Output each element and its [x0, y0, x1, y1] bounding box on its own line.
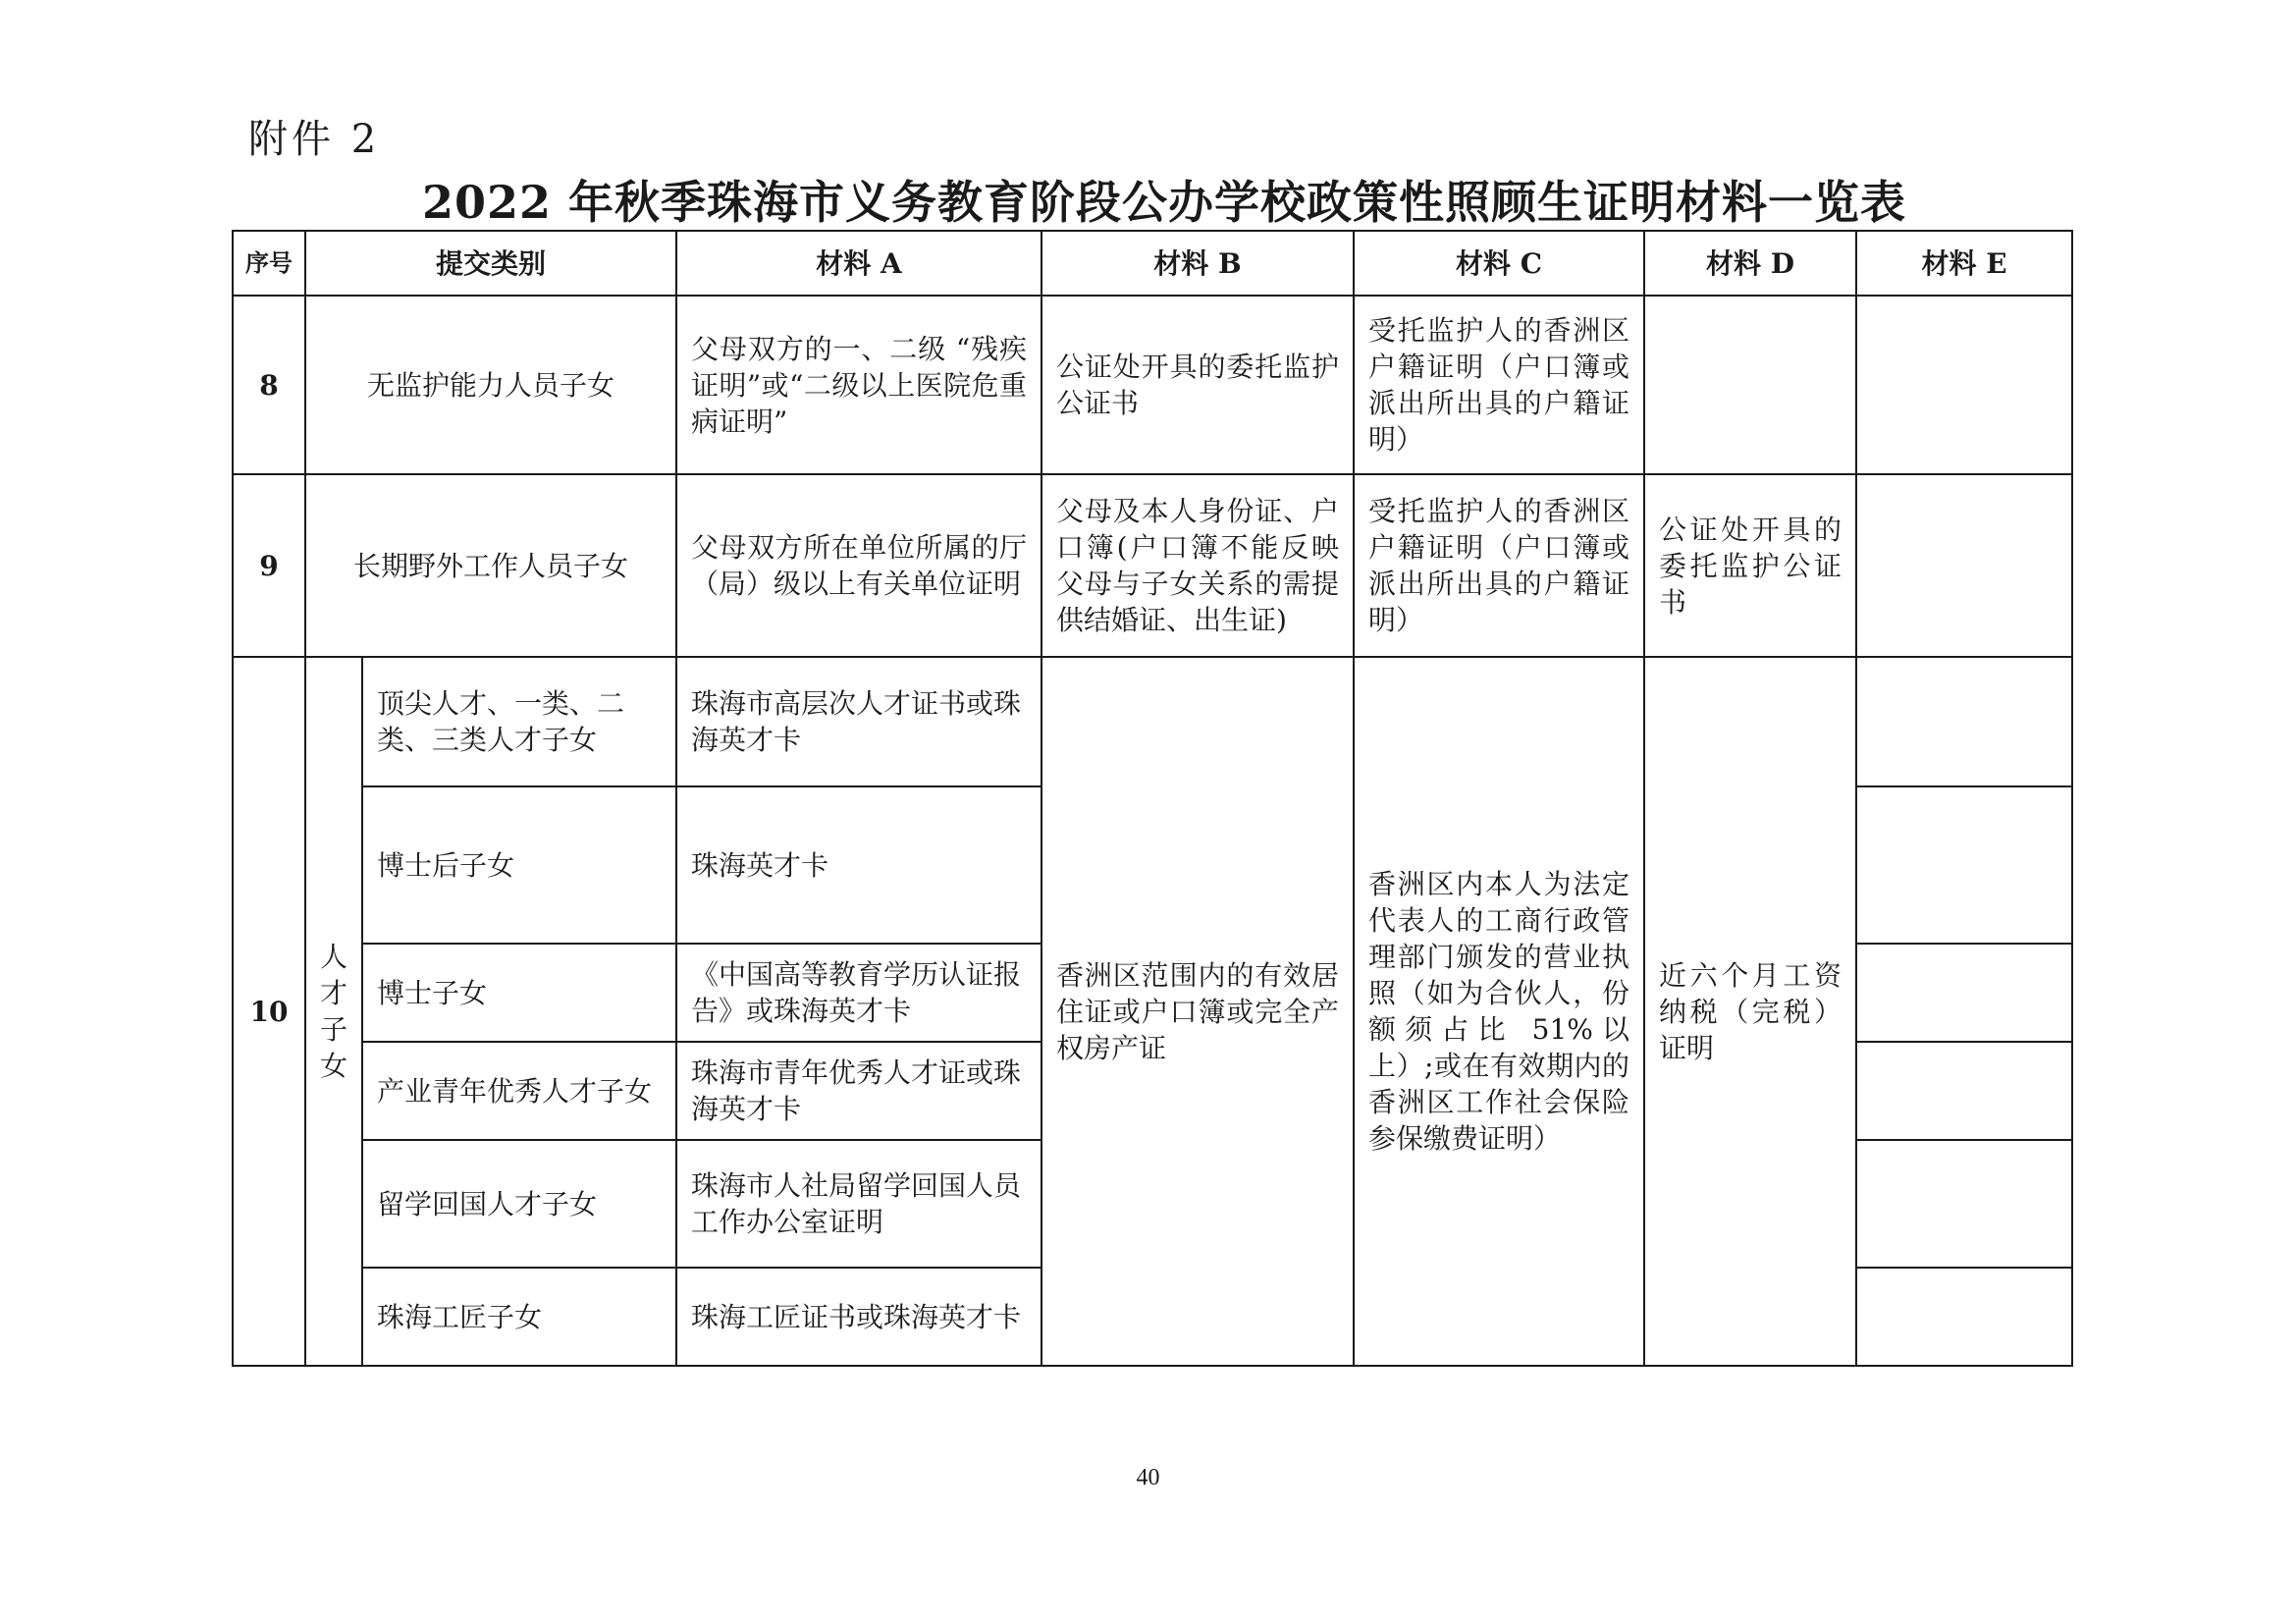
row9-material-b-text: 父母及本人身份证、户口簿(户口簿不能反映父母与子女关系的需提供结婚证、出生证): [1056, 495, 1340, 636]
row8-material-d: [1644, 296, 1856, 474]
row10-material-c-text: 香洲区内本人为法定代表人的工商行政管理部门颁发的营业执照（如为合伙人，份额须占比 51%以上）;或在有效期内的香洲区工作社会保险参保缴费证明）: [1368, 868, 1630, 1155]
row9-material-a-text: 父母双方所在单位所属的厅（局）级以上有关单位证明: [691, 531, 1028, 600]
col-header-material-d: 材料 D: [1644, 231, 1856, 296]
row10-sub-material-a: [676, 1042, 1041, 1140]
row9-seq: 9: [233, 474, 305, 657]
row8-material-e: [1856, 296, 2072, 474]
row10-sub2-material-e: [1856, 786, 2072, 944]
row9-material-b: [1041, 474, 1354, 657]
row9-material-d: [1644, 474, 1856, 657]
col-header-material-c: 材料 C: [1354, 231, 1644, 296]
row10-sub4-category-text: 产业青年优秀人才子女: [377, 1074, 653, 1108]
row10-sub-category: [362, 786, 676, 944]
table-row: [233, 474, 2072, 657]
group-label-char: 才: [319, 977, 347, 1009]
row8-seq: 8: [233, 296, 305, 474]
row10-sub5-category-text: 留学回国人才子女: [377, 1187, 598, 1220]
col-header-seq: 序号: [233, 231, 305, 296]
row9-category: 长期野外工作人员子女: [305, 474, 676, 657]
row10-sub-material-a: [676, 786, 1041, 944]
table-header-row: [233, 231, 2072, 296]
row10-sub3-category-text: 博士子女: [377, 976, 488, 1009]
row10-sub6-material-e: [1856, 1268, 2072, 1366]
group-label-char: 子: [319, 1013, 347, 1046]
row10-sub4-material-e: [1856, 1042, 2072, 1140]
row10-material-b: [1041, 657, 1354, 1366]
row9-material-c-text: 受托监护人的香洲区户籍证明（户口簿或派出所出具的户籍证明）: [1368, 495, 1630, 636]
materials-table: [232, 230, 2073, 1367]
row10-sub-material-a: [676, 1268, 1041, 1366]
attachment-label: 附件 2: [248, 117, 381, 162]
row10-material-d-text: 近六个月工资纳税（完税）证明: [1659, 958, 1842, 1064]
row9-material-c: [1354, 474, 1644, 657]
row10-sub-category: [362, 1268, 676, 1366]
row9-material-d-text: 公证处开具的委托监护公证书: [1659, 513, 1842, 619]
row10-material-b-text: 香洲区范围内的有效居住证或户口簿或完全产权房产证: [1056, 958, 1340, 1064]
page-title: 2022 年秋季珠海市义务教育阶段公办学校政策性照顾生证明材料一览表: [421, 176, 1907, 229]
row8-material-c: [1354, 296, 1644, 474]
col-header-category: 提交类别: [305, 231, 676, 296]
row10-material-c: [1354, 657, 1644, 1366]
row10-sub2-category-text: 博士后子女: [377, 848, 515, 882]
row10-seq: 10: [233, 657, 305, 1366]
row8-material-c-text: 受托监护人的香洲区户籍证明（户口簿或派出所出具的户籍证明）: [1368, 314, 1630, 456]
row10-sub-material-a: [676, 1140, 1041, 1268]
row10-sub-category: [362, 1140, 676, 1268]
row9-material-e: [1856, 474, 2072, 657]
row10-group-label: [305, 657, 362, 1366]
row8-material-a: [676, 296, 1041, 474]
group-label-char: 女: [319, 1050, 347, 1082]
row10-sub-category: [362, 944, 676, 1042]
row10-sub3-material-e: [1856, 944, 2072, 1042]
row9-material-a: [676, 474, 1041, 657]
table-row: [233, 657, 2072, 786]
row10-sub6-category-text: 珠海工匠子女: [377, 1300, 543, 1333]
row10-sub3-material-a-text: 《中国高等教育学历认证报告》或珠海英才卡: [691, 958, 1022, 1027]
table-row: [233, 296, 2072, 474]
row10-sub4-material-a-text: 珠海市青年优秀人才证或珠海英才卡: [691, 1056, 1022, 1125]
row10-sub-material-a: [676, 944, 1041, 1042]
row10-sub2-material-a-text: 珠海英才卡: [691, 848, 829, 882]
page-number: 40: [1136, 1465, 1160, 1490]
row10-sub-material-a: [676, 657, 1041, 786]
row8-material-a-text: 父母双方的一、二级 “残疾证明”或“二级以上医院危重病证明”: [691, 332, 1028, 438]
row10-sub1-material-a-text: 珠海市高层次人才证书或珠海英才卡: [691, 687, 1022, 756]
row8-category: 无监护能力人员子女: [305, 296, 676, 474]
row10-sub-category: [362, 657, 676, 786]
row10-sub-category: [362, 1042, 676, 1140]
group-label-char: 人: [319, 941, 347, 973]
row10-sub5-material-a-text: 珠海市人社局留学回国人员工作办公室证明: [691, 1169, 1022, 1238]
row10-material-d: [1644, 657, 1856, 1366]
row10-sub5-material-e: [1856, 1140, 2072, 1268]
row8-material-b: [1041, 296, 1354, 474]
col-header-material-e: 材料 E: [1856, 231, 2072, 296]
col-header-material-a: 材料 A: [676, 231, 1041, 296]
row10-sub6-material-a-text: 珠海工匠证书或珠海英才卡: [691, 1300, 1022, 1333]
col-header-material-b: 材料 B: [1041, 231, 1354, 296]
row10-sub1-material-e: [1856, 657, 2072, 786]
row8-material-b-text: 公证处开具的委托监护公证书: [1056, 351, 1340, 419]
row10-sub1-category-text: 顶尖人才、一类、二类、三类人才子女: [377, 687, 625, 756]
